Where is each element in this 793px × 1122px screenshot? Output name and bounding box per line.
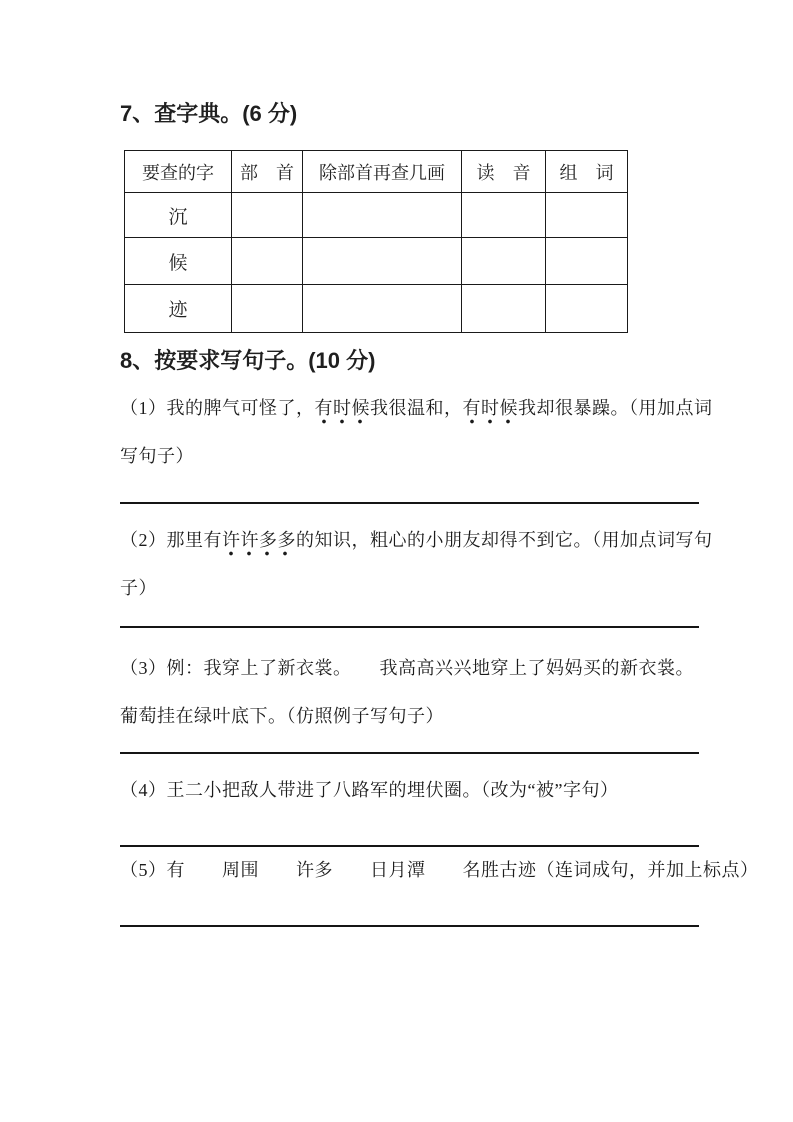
- header-cell-pronunciation: 读 音: [462, 151, 546, 193]
- answer-line-1: [120, 502, 699, 504]
- answer-line-3: [120, 752, 699, 754]
- char-cell: 候: [125, 238, 232, 285]
- blank-cell: [232, 238, 303, 285]
- question-text: （3）例：我穿上了新衣裳。 我高高兴兴地穿上了妈妈买的新衣裳。: [120, 658, 694, 678]
- question-3: [120, 644, 770, 740]
- answer-line-5: [120, 925, 699, 927]
- question-text: （1）我的脾气可怪了，: [120, 398, 315, 418]
- blank-cell: [546, 193, 628, 238]
- question-1: [120, 384, 770, 480]
- blank-cell: [462, 238, 546, 285]
- question-4: [120, 766, 770, 814]
- table-row: [125, 238, 628, 285]
- question-text: 子）: [120, 578, 157, 598]
- dotted-word: 有时候: [315, 398, 371, 424]
- char-cell: 沉: [125, 193, 232, 238]
- header-cell-radical: 部 首: [232, 151, 303, 193]
- header-cell-character: 要查的字: [125, 151, 232, 193]
- answer-line-2: [120, 626, 699, 628]
- blank-cell: [462, 285, 546, 333]
- question-text: 我却很暴躁。（用加点词: [518, 398, 713, 418]
- table-row: [125, 193, 628, 238]
- char-cell: 迹: [125, 285, 232, 333]
- dotted-word: 有时候: [463, 398, 519, 424]
- question-5: [120, 846, 770, 894]
- blank-cell: [232, 193, 303, 238]
- header-cell-strokes: 除部首再查几画: [303, 151, 462, 193]
- table-row: [125, 285, 628, 333]
- section8-title: 8、按要求写句子。(10 分): [120, 348, 376, 373]
- blank-cell: [546, 238, 628, 285]
- question-text: 葡萄挂在绿叶底下。（仿照例子写句子）: [120, 706, 444, 726]
- question-text: （2）那里有: [120, 530, 222, 550]
- question-text: 写句子）: [120, 446, 194, 466]
- blank-cell: [303, 238, 462, 285]
- question-text: （4）王二小把敌人带进了八路军的埋伏圈。（改为“被”字句）: [120, 780, 619, 800]
- blank-cell: [303, 193, 462, 238]
- blank-cell: [546, 285, 628, 333]
- question-text: 的知识，粗心的小朋友却得不到它。（用加点词写句: [296, 530, 713, 550]
- question-text: （5）有 周围 许多 日月潭 名胜古迹（连词成句，并加上标点）: [120, 860, 759, 880]
- question-2: [120, 516, 770, 612]
- dotted-word: 许许多多: [222, 530, 296, 556]
- blank-cell: [303, 285, 462, 333]
- header-cell-word: 组 词: [546, 151, 628, 193]
- blank-cell: [462, 193, 546, 238]
- section7-title: 7、查字典。(6 分): [120, 101, 298, 126]
- question-text: 我很温和，: [370, 398, 463, 418]
- blank-cell: [232, 285, 303, 333]
- table-header-row: [125, 151, 628, 193]
- dictionary-lookup-table: [124, 150, 628, 333]
